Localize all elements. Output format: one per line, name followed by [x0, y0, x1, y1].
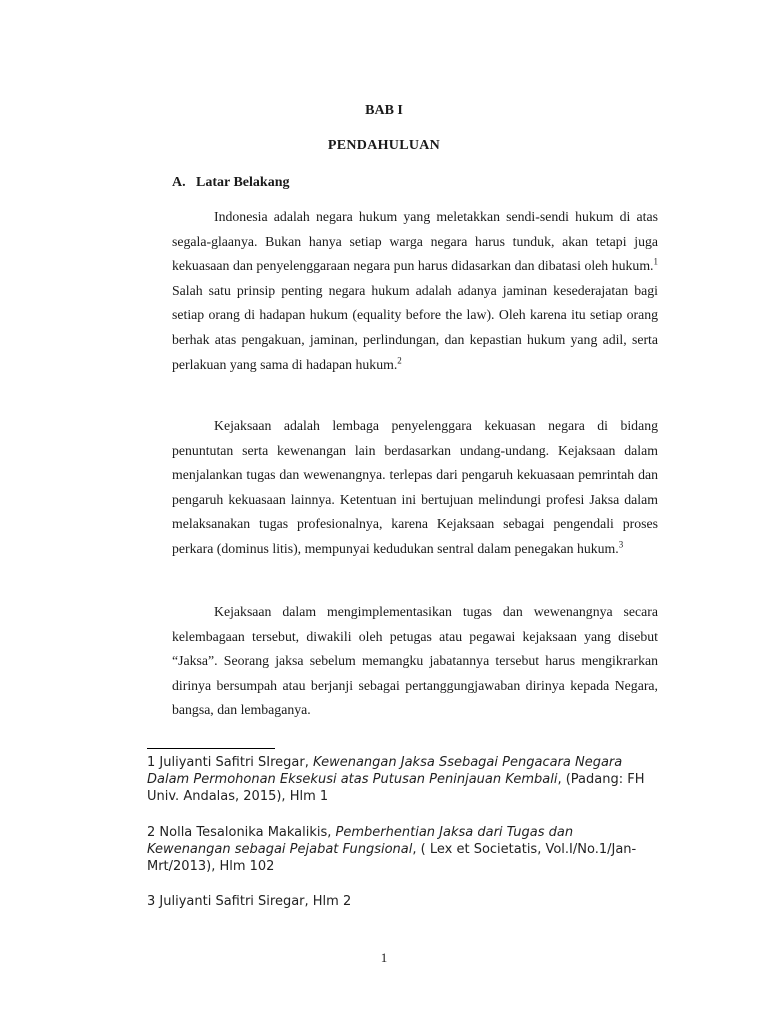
footnote-1-title: Kewenangan Jaksa Ssebagai Pengacara Negara Dalam Permohonan Eksekusi atas Putusan Peninjauan Kembali	[147, 755, 623, 787]
footnote-1	[147, 754, 647, 805]
footnote-2-lead: 2 Nolla Tesalonika Makalikis,	[147, 825, 336, 840]
chapter-title: PENDAHULUAN	[327, 138, 441, 153]
paragraph-2	[172, 414, 658, 562]
footnote-2	[147, 824, 647, 875]
footnote-1-lead: 1 Juliyanti Safitri SIregar,	[147, 755, 314, 770]
paragraph-1-text-b: Salah satu prinsip penting negara hukum adalah adanya jaminan kesederajatan bagi setiap orang di hadapan hukum (equality before the law). Oleh karena itu setiap orang berhak atas pengakuan, jaminan, perlindungan, dan kepastian hukum yang adil, serta perlakuan yang sama di hadapan hukum.	[172, 282, 658, 372]
footnote-2-tail: , ( Lex et Societatis, Vol.I/No.1/Jan-Mrt/2013), Hlm 102	[147, 842, 637, 874]
section-title: Latar Belakang	[196, 175, 290, 190]
paragraph-1-text-a: Indonesia adalah negara hukum yang meletakkan sendi-sendi hukum di atas segala-glaanya. Bukan hanya setiap warga negara harus tunduk, akan tetapi juga kekuasaan dan penyelenggaraan negara pun harus didasarkan dan dibatasi oleh hukum.	[172, 209, 658, 274]
footnote-ref-1[interactable]: 1	[653, 256, 658, 267]
section-letter: A.	[172, 175, 186, 190]
footnote-ref-3[interactable]: 3	[618, 539, 624, 550]
footnote-3	[147, 893, 647, 910]
footnote-1-tail: , (Padang: FH Univ. Andalas, 2015), Hlm 1	[147, 772, 645, 804]
paragraph-3-text: Kejaksaan dalam mengimplementasikan tugas dan wewenangnya secara kelembagaan tersebut, diwakili oleh petugas atau pegawai kejaksaan yang disebut “Jaksa”. Seorang jaksa sebelum memangku jabatannya tersebut harus mengikrarkan dirinya bersumpah atau berjanji sebagai pertanggungjawaban dirinya kepada Negara, bangsa, dan lembaganya.	[172, 604, 658, 718]
section-heading	[172, 175, 289, 191]
footnote-3-lead: 3 Juliyanti Safitri Siregar, Hlm 2	[147, 894, 352, 909]
footnote-2-title: Pemberhentian Jaksa dari Tugas dan Kewenangan sebagai Pejabat Fungsional	[147, 825, 574, 857]
page-number: 1	[380, 950, 388, 965]
paragraph-3	[172, 600, 658, 723]
chapter-heading: BAB I	[365, 103, 403, 118]
footnote-ref-2[interactable]: 2	[397, 354, 402, 365]
footnote-separator	[147, 748, 275, 749]
paragraph-2-text: Kejaksaan adalah lembaga penyelenggara kekuasan negara di bidang penuntutan serta kewenangan lain berdasarkan undang-undang. Kejaksaan dalam menjalankan tugas dan wewenangnya. terlepas dari pengaruh kekuasaan pemrintah dan pengaruh kekuasaan lainnya. Ketentuan ini bertujuan melindungi profesi Jaksa dalam melaksanakan tugas profesionalnya, karena Kejaksaan sebagai pengendali proses perkara (dominus litis), mempunyai kedudukan sentral dalam penegakan hukum.	[172, 418, 658, 556]
paragraph-1	[172, 205, 658, 377]
